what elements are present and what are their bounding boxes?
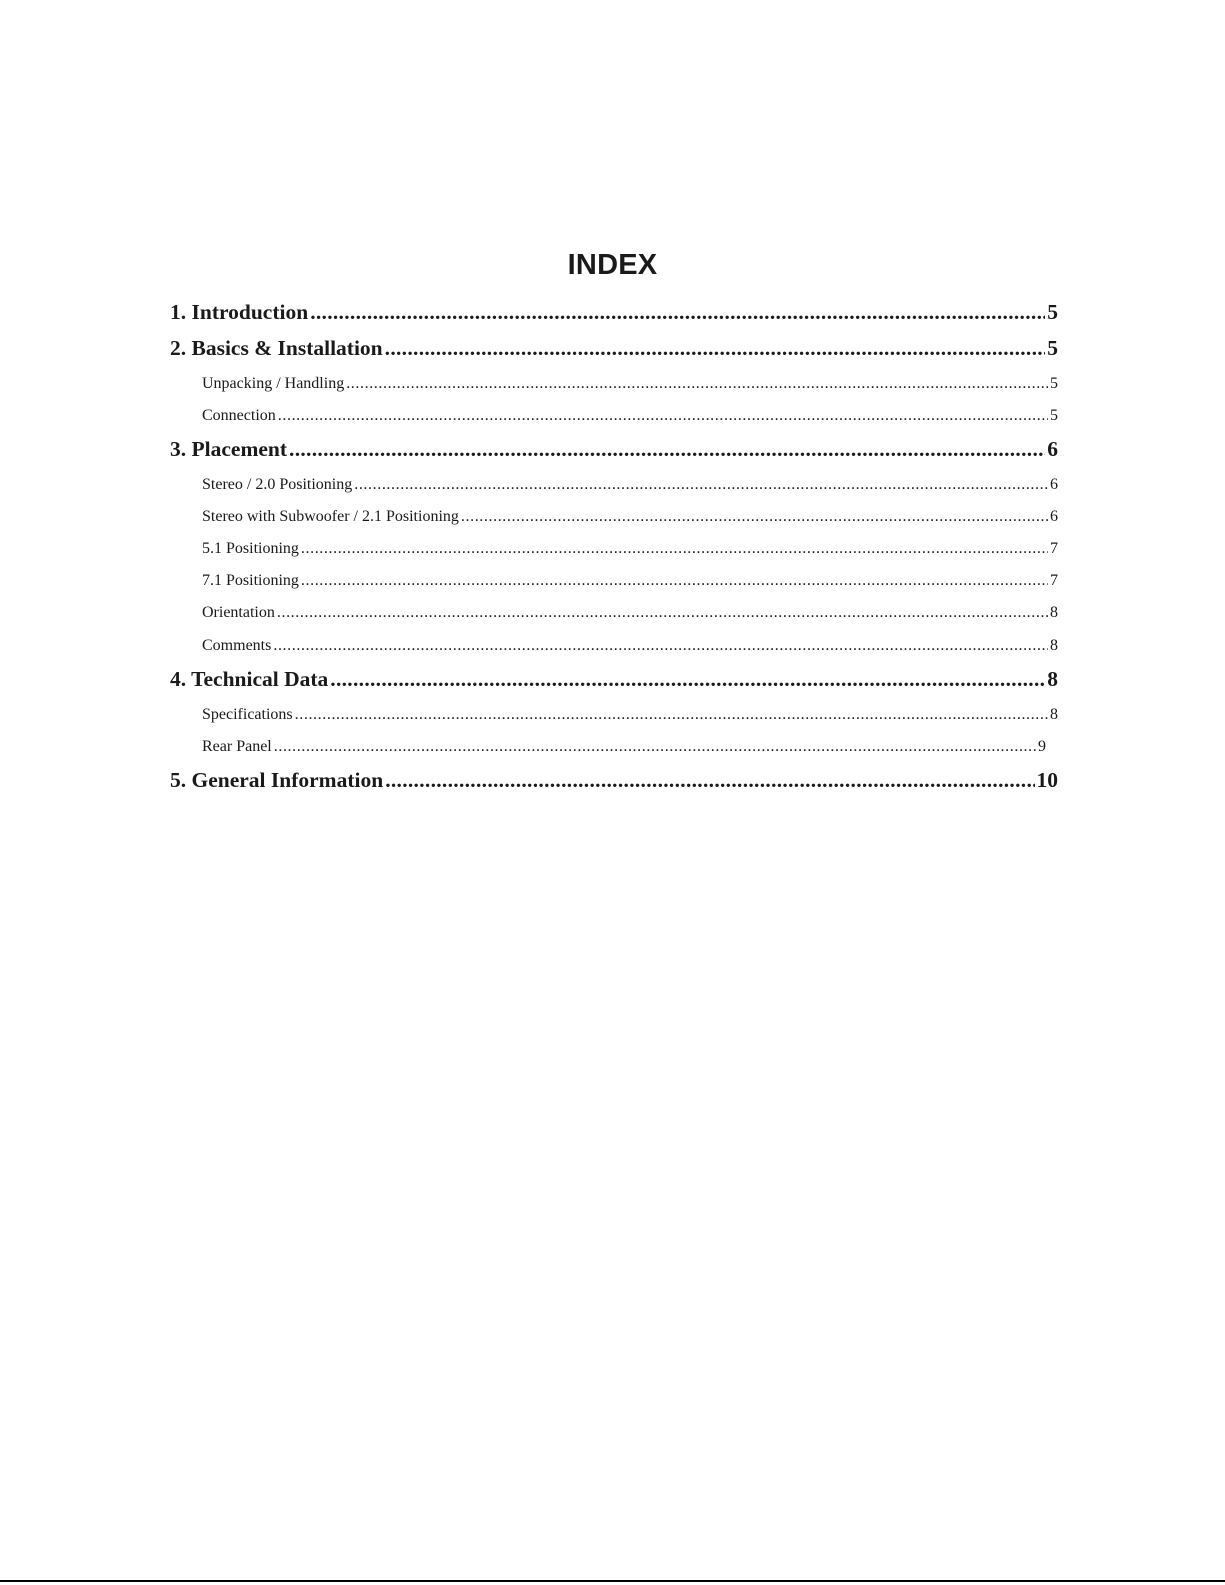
toc-entry[interactable] xyxy=(170,298,1058,326)
toc-subentry-label: Stereo / 2.0 Positioning xyxy=(202,476,353,493)
toc-leader xyxy=(274,736,1036,758)
toc-subentry-page: 5 xyxy=(1050,375,1058,392)
toc-subentry-label: Stereo with Subwoofer / 2.1 Positioning xyxy=(202,508,459,525)
toc-leader xyxy=(278,405,1048,427)
toc-subentry-label: Comments xyxy=(202,637,272,654)
toc-subentry-label: 7.1 Positioning xyxy=(202,572,299,589)
toc-subentry-page: 7 xyxy=(1050,540,1058,557)
toc-leader xyxy=(301,570,1048,592)
toc-leader xyxy=(354,474,1048,496)
toc-entry-label: 1. Introduction xyxy=(170,300,309,324)
toc-leader xyxy=(310,298,1045,326)
toc-leader xyxy=(295,704,1048,726)
toc-subentry-page: 9 xyxy=(1038,738,1046,755)
toc-leader xyxy=(289,435,1045,463)
toc-subentry-label: 5.1 Positioning xyxy=(202,540,299,557)
toc-subentry[interactable] xyxy=(202,474,1058,496)
bottom-rule xyxy=(0,1580,1225,1582)
toc-entry-page: 5 xyxy=(1047,300,1058,324)
toc-entry-label: 5. General Information xyxy=(170,768,384,792)
toc-leader xyxy=(385,334,1046,362)
toc-subentry[interactable] xyxy=(202,602,1058,624)
toc-subentry-page: 6 xyxy=(1050,476,1058,493)
toc-subentry[interactable] xyxy=(202,373,1058,395)
toc-subentry-label: Specifications xyxy=(202,706,293,723)
toc-subentry[interactable] xyxy=(202,506,1058,528)
toc-subentry[interactable] xyxy=(202,405,1058,427)
toc-subentry-label: Unpacking / Handling xyxy=(202,375,345,392)
toc-subentry-page: 8 xyxy=(1050,706,1058,723)
toc-subentry-page: 8 xyxy=(1050,637,1058,654)
toc-entry-page: 5 xyxy=(1047,336,1058,360)
toc-entry[interactable] xyxy=(170,766,1058,794)
toc-subentry[interactable] xyxy=(202,736,1058,758)
toc-subentry[interactable] xyxy=(202,704,1058,726)
toc-entry-page: 10 xyxy=(1036,768,1058,792)
toc-entry-page: 6 xyxy=(1047,437,1058,461)
page-title: INDEX xyxy=(567,249,658,281)
toc-subentry-page: 6 xyxy=(1050,508,1058,525)
toc-leader xyxy=(273,635,1048,657)
toc-subentry[interactable] xyxy=(202,570,1058,592)
toc-subentry[interactable] xyxy=(202,635,1058,657)
toc-entry-page: 8 xyxy=(1047,667,1058,691)
toc-subentry-page: 7 xyxy=(1050,572,1058,589)
toc-leader xyxy=(461,506,1048,528)
toc-entry-label: 4. Technical Data xyxy=(170,667,329,691)
toc-leader xyxy=(385,766,1034,794)
toc-subentry-label: Rear Panel xyxy=(202,738,272,755)
toc-subentry-page: 8 xyxy=(1050,604,1058,621)
toc-entry-label: 2. Basics & Installation xyxy=(170,336,383,360)
toc-entry-label: 3. Placement xyxy=(170,437,288,461)
toc-subentry-label: Connection xyxy=(202,407,276,424)
toc-entry[interactable] xyxy=(170,665,1058,693)
toc-subentry-page: 5 xyxy=(1050,407,1058,424)
toc-leader xyxy=(301,538,1048,560)
toc-subentry[interactable] xyxy=(202,538,1058,560)
toc-leader xyxy=(330,665,1045,693)
toc-entry[interactable] xyxy=(170,435,1058,463)
toc-leader xyxy=(277,602,1048,624)
toc-subentry-label: Orientation xyxy=(202,604,275,621)
toc-entry[interactable] xyxy=(170,334,1058,362)
toc-leader xyxy=(346,373,1048,395)
